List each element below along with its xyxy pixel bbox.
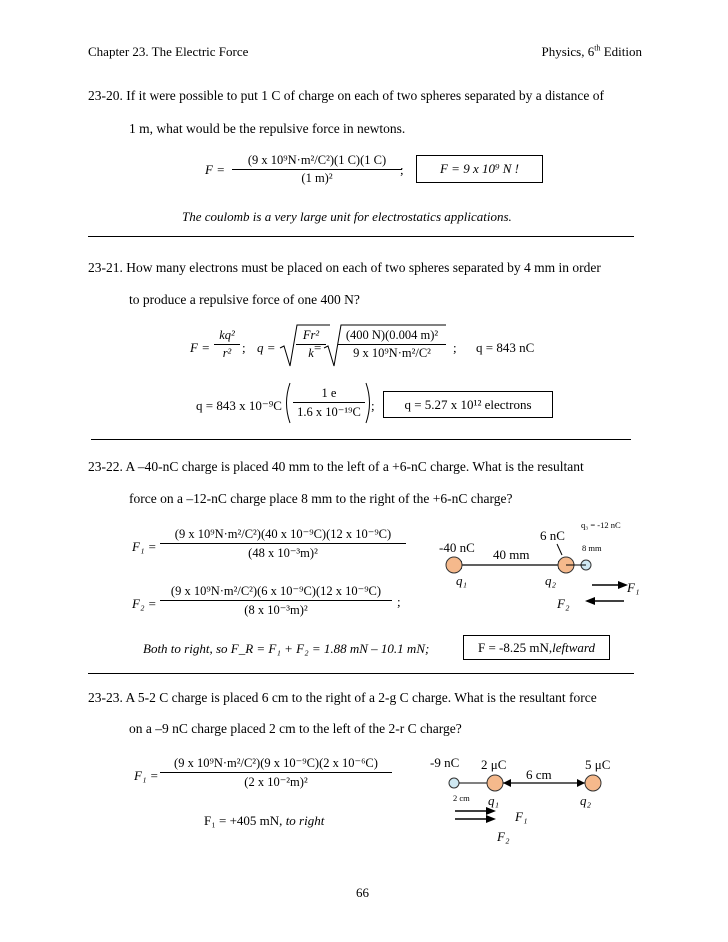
result-23-23: F₁ = +405 mN, to right [204,813,325,828]
divider [88,673,634,674]
semicolon: ; [242,340,246,355]
F1-lhs: F₁ = [134,768,159,783]
label-q3: q₃ = -12 nC [581,520,621,530]
pointer-6nC [557,544,562,555]
problem-23-21-text-2: to produce a repulsive force of one 400 N? [129,292,360,307]
divider [91,439,631,440]
sqrt-fraction [338,328,446,361]
semicolon: ; [453,340,457,355]
F2-denominator: (8 x 10⁻³m)² [244,603,308,617]
label-2cm: 2 cm [453,793,470,803]
problem-23-20-text-2: 1 m, what would be the repulsive force in newtons. [129,121,406,136]
label-6cm: 6 cm [526,767,552,782]
eq-lhs: F = [205,162,225,177]
sqrt-denominator: 9 x 10⁹N·m²/C² [353,346,431,360]
conversion-denominator: 1.6 x 10⁻¹⁹C [297,405,361,419]
sqrt-numerator: (400 N)(0.004 m)² [345,328,439,342]
kq2-fraction [214,328,240,361]
q-eq: q = [257,340,276,355]
problem-23-22-text-2: force on a –12-nC charge place 8 mm to the right of the +6-nC charge? [129,491,513,506]
F1-denominator: (2 x 10⁻²m)² [244,775,308,789]
r2: r² [222,346,232,360]
F2-lhs: F₂ = [132,596,157,611]
eq-numerator: (9 x 10⁹N·m²/C²)(1 C)(1 C) [247,153,387,167]
charge-result: q = 843 nC [476,340,535,355]
label-q2: q₂ [580,793,592,808]
F1-numerator: (9 x 10⁹N·m²/C²)(40 x 10⁻⁹C)(12 x 10⁻⁹C) [174,527,392,541]
kq2: kq² [219,328,235,342]
semicolon: ; [371,398,375,413]
charge-sphere-q2 [585,775,601,791]
sum-statement: Both to right, so F_R = F₁ + F₂ = 1.88 mN – 10.1 mN; [143,641,430,656]
k: k [308,346,314,360]
label-8mm: 8 mm [582,543,602,553]
conversion-fraction [293,386,365,420]
label-6nC: 6 nC [540,528,565,543]
answer-box-23-21: q = 5.27 x 10¹² electrons [383,391,553,418]
problem-23-21-text-1: 23-21. How many electrons must be placed on each of two spheres separated by 4 mm in order [88,260,601,275]
semicolon: ; [397,594,401,609]
label-F2: F₂ [497,829,510,844]
semicolon: ; [400,162,404,177]
problem-23-22-text-1: 23-22. A –40-nC charge is placed 40 mm to the left of a +6-nC charge. What is the resultant [88,459,584,474]
label-q1: q₁ [456,573,468,588]
page-number: 66 [356,885,369,900]
label-F2: F₂ [557,596,570,611]
F2-numerator: (9 x 10⁹N·m²/C²)(6 x 10⁻⁹C)(12 x 10⁻⁹C) [170,584,382,598]
F1-denominator: (48 x 10⁻³m)² [248,546,318,560]
Fr2-fraction [296,328,326,361]
label-F1: F₁ [515,809,528,824]
force-F: F = [190,340,210,355]
answer-box-23-22: F = -8.25 mN, leftward [463,635,610,660]
problem-23-20-text-1: 23-20. If it were possible to put 1 C of charge on each of two spheres separated by a distance of [88,88,604,103]
charge-sphere-minus9nC [449,778,459,788]
divider [88,236,634,237]
book-edition: Physics, 6th Edition [541,43,642,59]
chapter-title: Chapter 23. The Electric Force [88,44,249,59]
label-minus40nC: -40 nC [439,540,475,555]
answer-box-23-20: F = 9 x 10⁹ N ! [416,155,543,183]
F1-lhs: F₁ = [132,539,157,554]
Fr2: Fr² [302,328,320,342]
label-40mm: 40 mm [493,547,530,562]
charge-sphere-q1 [487,775,503,791]
conversion-lhs: q = 843 x 10⁻⁹C [196,398,282,413]
label-5uC: 5 μC [585,757,611,772]
equals: = [314,340,322,355]
problem-23-23-text-1: 23-23. A 5-2 C charge is placed 6 cm to the right of a 2-g C charge. What is the resultant force [88,690,597,705]
F1-numerator: (9 x 10⁹N·m²/C²)(9 x 10⁻⁹C)(2 x 10⁻⁶C) [174,756,378,770]
label-F1: F₁ [627,580,640,595]
note-23-20: The coulomb is a very large unit for electrostatics applications. [182,209,512,224]
eq-denominator: (1 m)² [301,171,333,185]
eq-fraction [232,153,402,186]
F1-fraction [160,526,406,561]
charge-sphere-q1 [446,557,462,573]
problem-23-23-text-2: on a –9 nC charge placed 2 cm to the left of the 2-r C charge? [129,721,462,736]
label-2uC: 2 μC [481,757,507,772]
F1-fraction [160,755,392,790]
conversion-numerator: 1 e [321,386,337,400]
F2-fraction [160,583,392,618]
label-minus9nC: -9 nC [430,755,460,770]
label-q2: q₂ [545,573,557,588]
label-q1: q₁ [488,793,500,808]
